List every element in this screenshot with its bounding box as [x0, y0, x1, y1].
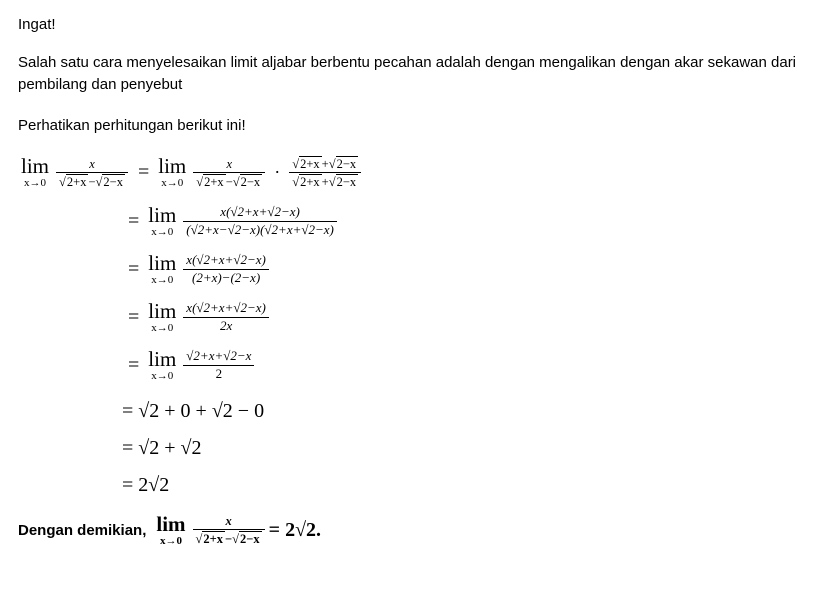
sqrt-sign: √: [232, 532, 240, 547]
fraction-line-3: [183, 252, 269, 286]
equation-line-4: [122, 300, 832, 334]
lim-text: lim: [148, 250, 177, 275]
fraction-numerator: [289, 155, 361, 172]
lim-subscript: x→0: [161, 177, 184, 189]
fraction-numerator: x: [226, 156, 232, 171]
sqrt-sign: √: [232, 174, 240, 189]
lim-subscript: x→0: [151, 273, 174, 286]
sqrt-radicand: 2−x: [240, 174, 261, 189]
lim-subscript: x→0: [151, 321, 174, 334]
sqrt-group: [292, 174, 321, 189]
lim-text: lim: [148, 346, 177, 371]
sqrt-sign: √: [195, 532, 203, 547]
equation-line-1: [18, 155, 832, 190]
sqrt-sign: √: [328, 157, 336, 171]
fraction-denominator: (2+x)−(2−x): [191, 269, 261, 285]
lim-subscript: x→0: [24, 177, 46, 189]
sqrt-radicand: 2−x: [103, 174, 123, 189]
equation-line-6: [122, 400, 832, 423]
fraction-denominator: [289, 173, 361, 190]
equation-line-7: [122, 437, 832, 460]
fraction-numerator: x: [225, 514, 232, 529]
sqrt-group: [232, 531, 262, 546]
sqrt-group: [196, 531, 226, 546]
limit-operator: [158, 156, 186, 189]
lim-text: lim: [21, 154, 50, 178]
sqrt-group: [196, 174, 225, 189]
sqrt-sign: √: [292, 175, 300, 189]
lim-subscript: x→0: [151, 369, 174, 382]
fraction-denominator: 2x: [219, 317, 233, 333]
limit-operator: [148, 250, 177, 286]
sqrt-group: [329, 156, 358, 171]
fraction-numerator: x(√2+x+√2−x): [186, 300, 266, 316]
limit-operator: [148, 202, 177, 238]
fraction-line-5: [183, 348, 254, 382]
fraction-denominator: [193, 530, 265, 547]
fraction-rhs: [193, 156, 265, 190]
sqrt-radicand: 2−x: [336, 175, 357, 189]
sqrt-radicand: 2+x: [203, 532, 224, 547]
limit-operator: [148, 298, 177, 334]
fraction-conjugate-multiplier: [289, 155, 361, 190]
limit-operator: [21, 156, 49, 189]
operator-plus: +: [321, 157, 329, 171]
instruction-paragraph: Perhatikan perhitungan berikut ini!: [18, 117, 246, 135]
fraction-conclusion: [193, 513, 265, 547]
multiplication-dot: ·: [274, 162, 281, 182]
sqrt-sign: √: [292, 157, 300, 171]
intro-paragraph: Salah satu cara menyelesaikan limit aljabar berbentu pecahan adalah dengan mengalikan dengan akar sekawan dari pembilang dan penyebut: [18, 53, 797, 93]
fraction-numerator: √2+x+√2−x: [186, 348, 252, 364]
equals-sign: =: [128, 209, 140, 232]
conclusion-label: Dengan demikian,: [18, 521, 147, 539]
fraction-numerator: x(√2+x+√2−x): [186, 252, 266, 268]
limit-operator: [156, 511, 186, 547]
sqrt-sign: √: [196, 174, 204, 189]
lim-text: lim: [158, 154, 187, 178]
limit-operator: [148, 346, 177, 382]
equals-sign: =: [128, 353, 140, 376]
sqrt-radicand: 2−x: [336, 157, 357, 171]
equation-line-5: [122, 348, 832, 382]
fraction-denominator: (√2+x−√2−x)(√2+x+√2−x): [186, 221, 334, 237]
sqrt-group: [96, 174, 125, 189]
lim-text: lim: [156, 511, 186, 536]
lim-subscript: x→0: [159, 534, 182, 547]
sqrt-group: [59, 174, 88, 189]
sqrt-radicand: 2+x: [300, 157, 320, 171]
equation-line-3: [122, 252, 832, 286]
fraction-denominator: [193, 173, 265, 190]
fraction-numerator: x(√2+x+√2−x): [220, 204, 300, 219]
equation-line-8-text: = 2√2: [122, 474, 170, 497]
equals-sign: =: [137, 161, 150, 183]
equals-sign: =: [128, 257, 140, 280]
conclusion-row: [18, 513, 832, 547]
fraction-denominator: 2: [215, 365, 223, 381]
sqrt-group: [292, 156, 321, 171]
equation-line-6-text: = √2 + 0 + √2 − 0: [122, 400, 265, 423]
operator-minus: −: [225, 532, 233, 547]
operator-minus: −: [225, 174, 233, 189]
fraction-line-4: [183, 300, 269, 334]
fraction-line-2: [183, 204, 337, 238]
equation-line-8: [122, 474, 832, 497]
sqrt-radicand: 2+x: [66, 174, 87, 189]
sqrt-sign: √: [95, 174, 103, 189]
fraction-numerator: x: [89, 156, 95, 171]
lim-text: lim: [148, 298, 177, 323]
sqrt-sign: √: [59, 174, 66, 189]
sqrt-radicand: 2+x: [204, 174, 224, 189]
fraction-denominator: [56, 173, 128, 190]
equation-line-2: [122, 204, 832, 238]
fraction-lhs: [56, 156, 128, 190]
conclusion-result: = 2√2.: [268, 518, 322, 541]
page-heading: Ingat!: [18, 16, 56, 33]
operator-plus: +: [321, 175, 329, 189]
sqrt-radicand: 2−x: [240, 532, 260, 547]
sqrt-group: [329, 174, 358, 189]
equals-sign: =: [128, 305, 140, 328]
operator-minus: −: [88, 174, 96, 189]
sqrt-sign: √: [328, 175, 336, 189]
sqrt-group: [233, 174, 262, 189]
lim-subscript: x→0: [151, 225, 174, 238]
sqrt-radicand: 2+x: [300, 175, 320, 189]
equation-line-7-text: = √2 + √2: [122, 437, 202, 460]
lim-text: lim: [148, 202, 177, 227]
